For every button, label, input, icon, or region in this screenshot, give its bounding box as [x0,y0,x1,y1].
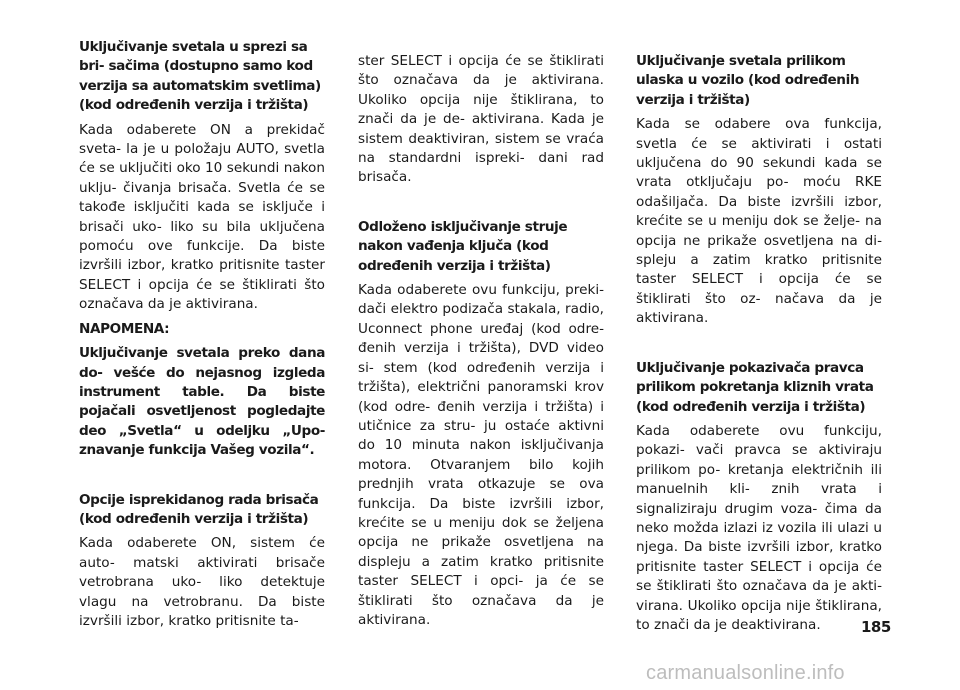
section-body-intermittent-wipers: Kada odaberete ON, sistem će auto- matski aktivirati brisače vetrobrana uko- liko detektuje vlagu na vetrobranu. Da biste izvršili izbor, kratko pritisnite ta- [79,535,325,629]
section-body-lights-with-wipers: Kada odaberete ON a prekidač sveta- la je u položaju AUTO, svetla će se uključiti oko 10 sekundi nakon uklju- čivanja brisača. Svetla će se takođe isključiti kada se isključe i brisači uko- liko su bila uključena pomoću ove funkcije. Da biste izvršili izbor, kratko pritisnite taster SELECT i opcija će se štiklirati što označava da je aktivirana. [79,121,325,313]
right-column [636,52,882,635]
note-body: Uključivanje svetala preko dana do- vešće do nejasnog izgleda instrument table. Da biste pojačali osvetljenost pogledajte deo „Svetla“ u odeljku „Upo- znavanje funkcija Vašeg vozila“. [79,345,325,459]
section-body-sliding-door-turn-signals: Kada odaberete ovu funkciju, pokazi- vači pravca se aktiviraju prilikom po- kretanja električnih ili manuelnih kli- znih vrata i signaliziraju drugim voza- čima da neko možda izlazi iz vozila ili ulazi u njega. Da biste izvršili izbor, kratko pritisnite taster SELECT i opcija će se štiklirati što označava da je akti- virana. Ukoliko opcija nije štiklirana, to znači da je deaktivirana. [636,422,882,633]
section-heading-lights-with-wipers: Uključivanje svetala u sprezi sa bri- sačima (dostupno samo kod verzija sa automatskim svetlima) (kod određenih verzija i tržišta) [79,39,321,114]
section-body-delayed-power-off: Kada odaberete ovu funkciju, preki- dači elektro podizača stakala, radio, Uconnect phone uređaj (kod odre- đenih verzija i tržišta), DVD video si- stem (kod određenih verzija i tržišta), električni panoramski krov (kod odre- đenih verzija i tržišta) i utičnice za stru- ju ostaće aktivni do 10 minuta nakon isključivanja motora. Otvaranjem bilo kojih prednjih vrata otkazuje se ova funkcija. Da biste izvršili izbor, krećite se u meniju dok se željena opcija ne prikaže osvetljena na displeju a zatim kratko pritisnite taster SELECT i opci- ja će se štiklirati što označava da je aktivirana. [358,282,604,628]
section-body-intermittent-wipers-continued: ster SELECT i opcija će se štiklirati što označava da je aktivirana. Ukoliko opcija nije štiklirana, to znači da je de- aktivirana. Kada je sistem deaktiviran, sistem se vraća na standardni ispreki- dani rad brisača. [358,53,604,186]
section-heading-delayed-power-off: Odloženo isključivanje struje nakon vađenja ključa (kod određenih verzija i tržišta) [358,218,568,274]
middle-column [358,52,604,630]
section-heading-sliding-door-turn-signals: Uključivanje pokazivača pravca prilikom pokretanja kliznih vrata (kod određenih verzija i tržišta) [636,359,874,415]
note-label: NAPOMENA: [79,320,170,337]
left-column [79,38,325,631]
section-body-illuminated-approach: Kada se odabere ova funkcija, svetla će se aktivirati i ostati uključena do 90 sekundi kada se vrata otključaju po- moću RKE odašiljača. Da biste izvršili izbor, krećite se u meniju dok se želje- na opcija ne prikaže osvetljena na di- spleju a zatim kratko pritisnite taster SELECT i opcija će se štiklirati što oz- načava da je aktivirana. [636,116,882,327]
page-number: 185 [861,618,891,636]
watermark: carmanualsonline.info [646,662,845,684]
section-heading-illuminated-approach: Uključivanje svetala prilikom ulaska u vozilo (kod određenih verzija i tržišta) [636,53,860,108]
section-heading-intermittent-wipers: Opcije isprekidanog rada brisača (kod određenih verzija i tržišta) [79,491,319,527]
